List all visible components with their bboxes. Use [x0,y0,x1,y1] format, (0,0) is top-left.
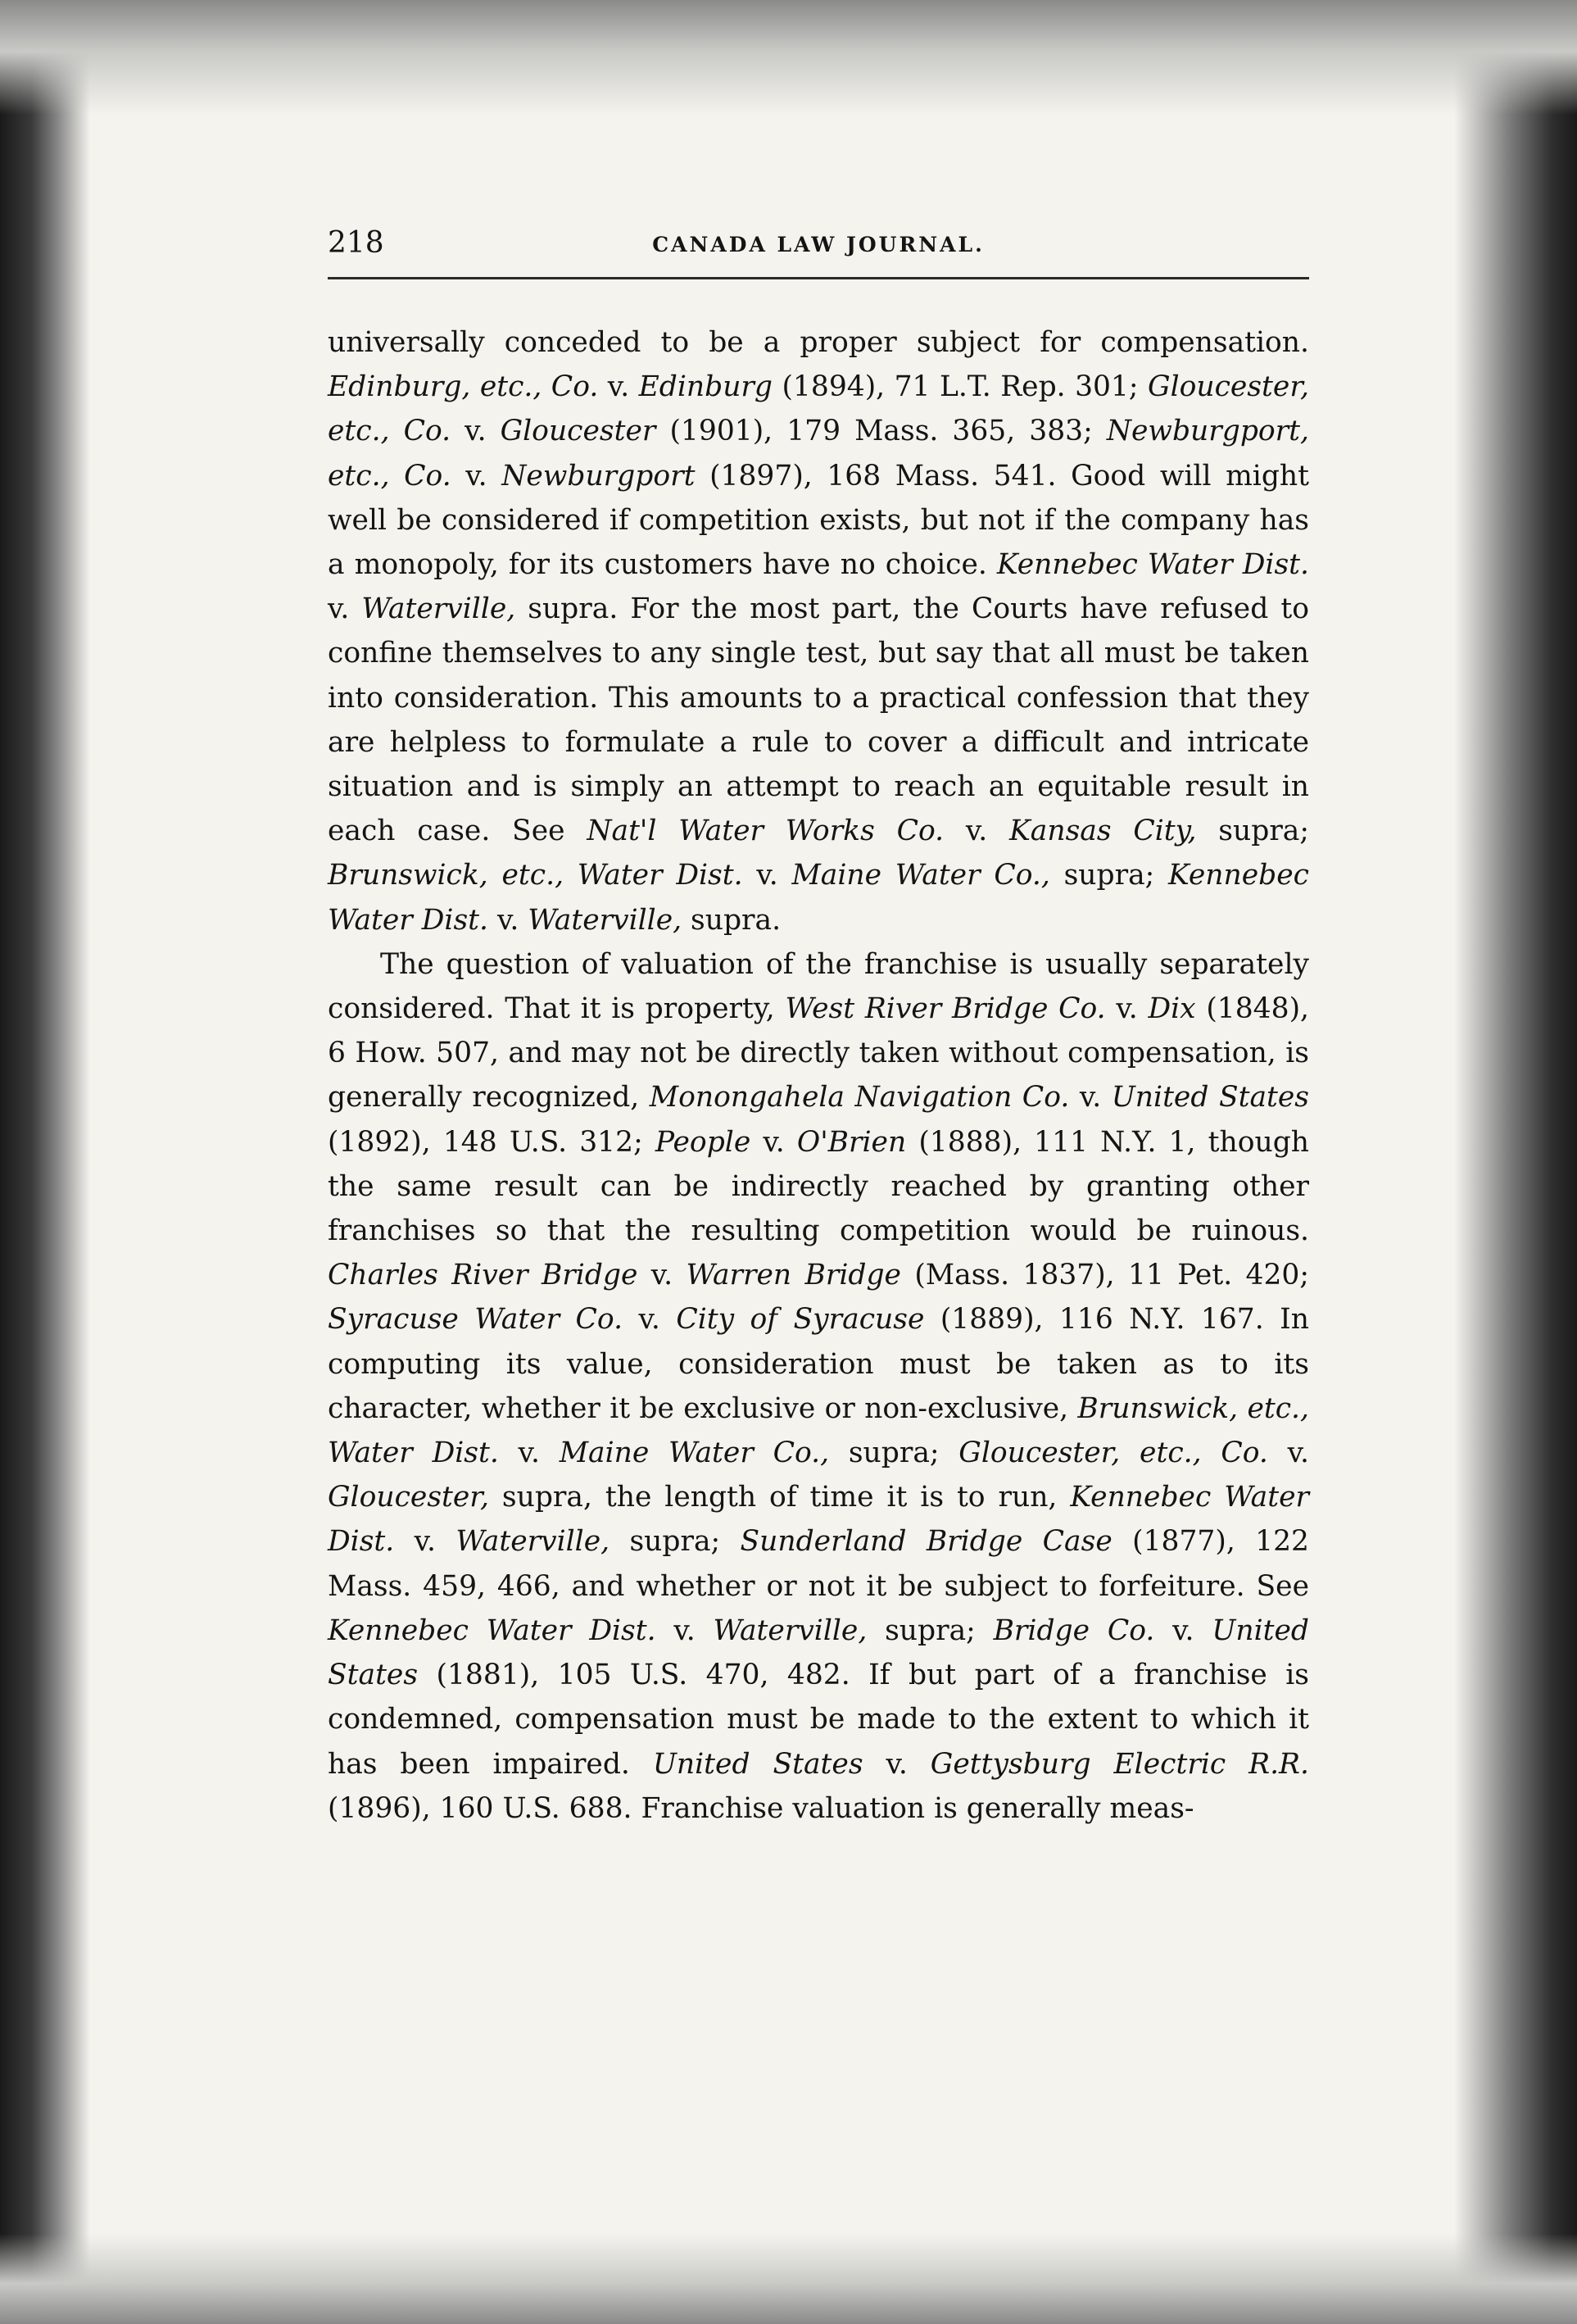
case-citation: Maine Water Co., [791,859,1050,892]
case-citation: Waterville, [713,1614,868,1647]
case-citation: Waterville, [528,903,682,937]
case-citation: Maine Water Co., [559,1437,830,1470]
text-run: (1894), 71 L.T. Rep. 301; [773,370,1149,404]
case-citation: Gloucester [500,415,656,448]
text-run: v. [655,1614,714,1647]
case-citation: United States [652,1747,863,1781]
case-citation: Edinburg, etc., Co. [328,370,599,404]
paragraph-2 [328,942,1309,1831]
text-run: (1877), 122 Mass. 459, 466, and whether or not it be subject to forfeiture. See [328,1525,1309,1603]
journal-page [328,223,1309,1831]
text-run: v. [623,1303,677,1337]
case-citation: Sunderland Bridge Case [740,1525,1113,1559]
case-citation: Kansas City, [1009,815,1197,848]
case-citation: People [655,1125,751,1159]
case-citation: Newburgport [501,459,696,492]
case-citation: West River Bridge Co. [785,992,1106,1026]
text-run: v. [488,903,528,937]
text-run: v. [944,815,1010,848]
case-citation: Dix [1148,992,1196,1026]
text-run: (1881), 105 U.S. 470, 482. If but part of a franchise is condemned, compensation must be made to the extent to which it has been impaired. [328,1659,1309,1781]
text-run: supra; [1049,859,1169,892]
case-citation: Gloucester, etc., Co. [958,1437,1268,1470]
case-citation: United States [1111,1081,1309,1114]
text-run: (1848), 6 How. 507, and may not be directly taken without compensation, is generally recognized, [328,992,1310,1114]
case-citation: Kennebec Water Dist. [328,1481,1309,1559]
text-run: universally conceded to be a proper subject for compensation. [328,326,1309,359]
text-run: v. [750,1125,797,1159]
case-citation: Monongahela Navigation Co. [649,1081,1070,1114]
text-run: v. [742,859,792,892]
text-run: supra; [829,1437,959,1470]
case-citation: Newburgport, etc., Co. [328,415,1310,492]
text-run: The question of valuation of the franchise is usually separately considered. That it is property, [328,947,1309,1026]
text-run: (1897), 168 Mass. 541. Good will might well be considered if competition exists, but not if the company has a monopoly, for its customers have no choice. [328,459,1310,582]
case-citation: Gloucester, [328,1481,489,1514]
text-run: (1888), 111 N.Y. 1, though the same result can be indirectly reached by granting other franchises so that the resulting competition would be ruinous. [328,1125,1310,1248]
case-citation: United States [328,1614,1310,1692]
text-run: (1889), 116 N.Y. 167. In computing its value, consideration must be taken as to its character, whether it be exclusive or non-exclusive, [328,1303,1310,1425]
case-citation: Syracuse Water Co. [328,1303,623,1337]
case-citation: Gloucester, etc., Co. [328,370,1309,448]
text-run: v. [328,592,362,626]
scan-shadow-bottom [0,2234,1577,2324]
text-run: v. [637,1259,687,1292]
case-citation: Charles River Bridge [328,1259,638,1292]
case-citation: Kennebec Water Dist. [328,859,1309,937]
text-run: v. [1267,1437,1309,1470]
paragraph-1 [328,320,1309,942]
text-run: supra. [682,903,782,937]
case-citation: Edinburg [638,370,773,404]
text-run: v. [498,1437,560,1470]
scan-shadow-right [1454,0,1577,2324]
case-citation: Nat'l Water Works Co. [587,815,945,848]
case-citation: Brunswick, etc., Water Dist. [328,859,743,892]
text-run: supra; [1196,815,1310,848]
running-title: CANADA LAW JOURNAL. [652,233,985,256]
text-run: v. [863,1747,931,1781]
text-run: (1901), 179 Mass. 365, 383; [655,415,1107,448]
case-citation: Brunswick, etc., Water Dist. [328,1391,1309,1470]
text-run: supra, the length of time it is to run, [488,1481,1071,1514]
text-run: v. [451,415,501,448]
text-run: supra; [867,1614,994,1647]
case-citation: Kennebec Water Dist. [996,548,1309,582]
scan-shadow-top [0,0,1577,115]
text-run: (Mass. 1837), 11 Pet. 420; [900,1259,1310,1292]
page-header [328,223,1309,279]
text-run: v. [1154,1614,1212,1647]
case-citation: Waterville, [455,1525,610,1559]
text-run: v. [451,459,502,492]
case-citation: City of Syracuse [676,1303,925,1337]
text-run: v. [1069,1081,1112,1114]
text-run: v. [1105,992,1149,1026]
text-run: v. [394,1525,456,1559]
text-run: v. [598,370,639,404]
case-citation: Gettysburg Electric R.R. [930,1747,1309,1781]
case-citation: Kennebec Water Dist. [328,1614,656,1647]
body-text [328,320,1309,1831]
scan-shadow-left [0,0,90,2324]
case-citation: Waterville, [361,592,516,626]
case-citation: Bridge Co. [993,1614,1155,1647]
text-run: supra. For the most part, the Courts have refused to confine themselves to any single test, but say that all must be taken into consideration. This amounts to a practical confession that they are helpless to formulate a rule to cover a difficult and intricate situation and is simply an attempt to reach an equitable result in each case. See [328,592,1309,848]
text-run: supra; [610,1525,741,1559]
text-run: (1896), 160 U.S. 688. Franchise valuation is generally meas- [328,1791,1194,1825]
case-citation: O'Brien [796,1125,907,1159]
page-number: 218 [328,226,384,260]
case-citation: Warren Bridge [686,1259,901,1292]
text-run: (1892), 148 U.S. 312; [328,1125,655,1159]
